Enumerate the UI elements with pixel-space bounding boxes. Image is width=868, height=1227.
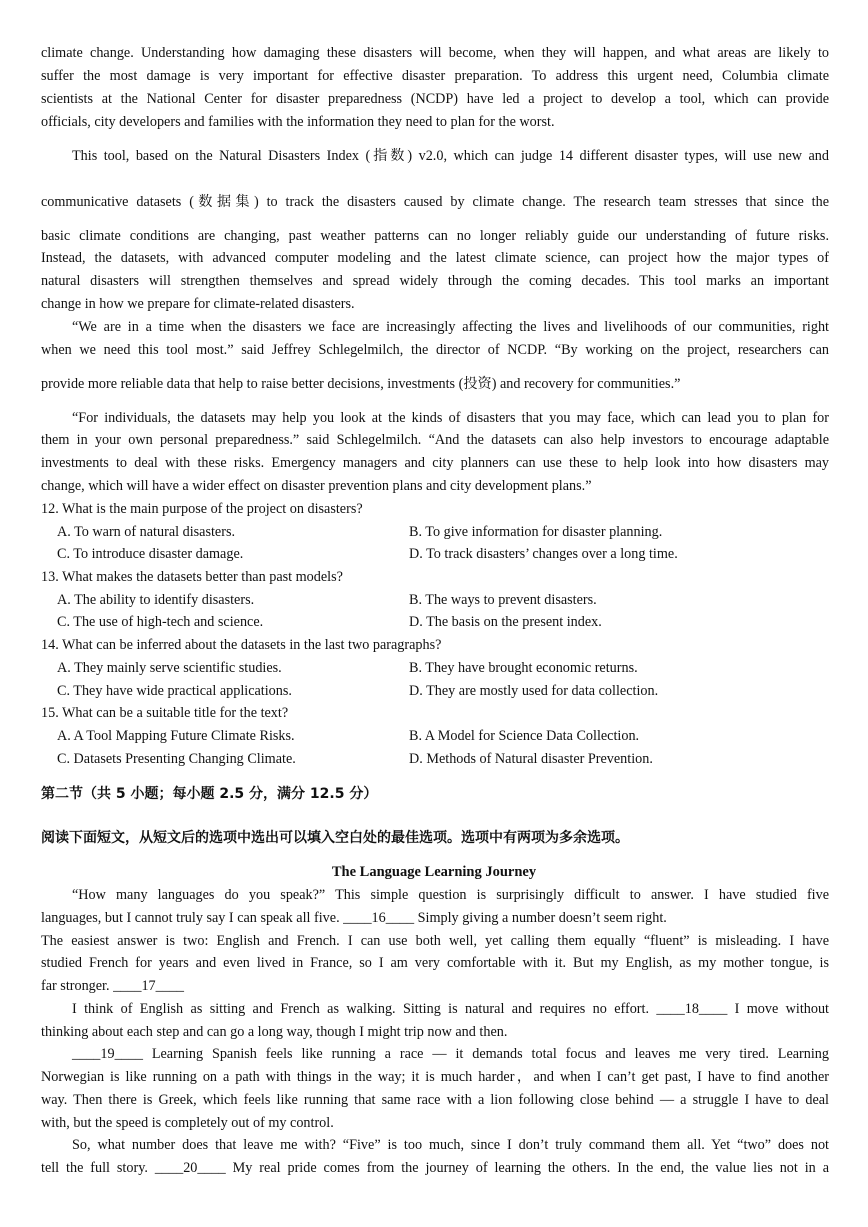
passage-line: basic climate conditions are changing, past weather patterns can no longer reliably guide our understanding of future risks. bbox=[41, 228, 829, 244]
passage-line: with, but the speed is completely out of my control. bbox=[41, 1115, 334, 1131]
option-c[interactable]: C. Datasets Presenting Changing Climate. bbox=[57, 751, 296, 767]
passage-line: “For individuals, the datasets may help you look at the kinds of disasters that you may face, which can lead you to plan for bbox=[72, 410, 829, 426]
option-b[interactable]: B. A Model for Science Data Collection. bbox=[409, 728, 640, 744]
option-d[interactable]: D. They are mostly used for data collection. bbox=[409, 683, 659, 699]
passage-line: communicative datasets (数据集) to track the disasters caused by climate change. The research team stresses that since the bbox=[41, 194, 829, 210]
option-b[interactable]: B. To give information for disaster planning. bbox=[409, 524, 663, 540]
passage-line: them in your own personal preparedness.” said Schlegelmilch. “And the datasets can also help investors to encourage adaptable bbox=[41, 432, 829, 448]
question-stem: 13. What makes the datasets better than past models? bbox=[41, 569, 343, 585]
section-instruction: 阅读下面短文，从短文后的选项中选出可以填入空白处的最佳选项。选项中有两项为多余选项。 bbox=[41, 830, 629, 846]
passage-line: studied French for years and even lived in France, so I am very comfortable with it. But my English, as my mother tongue, is bbox=[41, 955, 829, 971]
passage-line: thinking about each step and can go a long way, though I might trip now and then. bbox=[41, 1024, 508, 1040]
passage-line: provide more reliable data that help to raise better decisions, investments (投资) and recovery for communities.” bbox=[41, 376, 681, 392]
passage-line: I think of English as sitting and French as walking. Sitting is natural and requires no effort. ____18____ I move without bbox=[72, 1001, 829, 1017]
question-stem: 12. What is the main purpose of the project on disasters? bbox=[41, 501, 363, 517]
passage-line: suffer the most damage is very important for effective disaster preparation. To address this urgent need, Columbia climate bbox=[41, 68, 829, 84]
passage-line: Norwegian is like running on a path with things in the way; it is much harder，and when I can’t get past, I have to find another bbox=[41, 1069, 829, 1085]
section-heading: 第二节（共 5 小题；每小题 2.5 分，满分 12.5 分） bbox=[41, 786, 378, 802]
option-b[interactable]: B. The ways to prevent disasters. bbox=[409, 592, 597, 608]
option-a[interactable]: A. A Tool Mapping Future Climate Risks. bbox=[57, 728, 295, 744]
passage-title: The Language Learning Journey bbox=[331, 864, 537, 880]
option-a[interactable]: A. They mainly serve scientific studies. bbox=[57, 660, 282, 676]
question-stem: 14. What can be inferred about the datasets in the last two paragraphs? bbox=[41, 637, 442, 653]
passage-line: natural disasters will strengthen themselves and spread widely through the coming decades. This tool marks an important bbox=[41, 273, 829, 289]
passage-line: Instead, the datasets, with advanced computer modeling and the latest climate science, can project how the major types of bbox=[41, 250, 829, 266]
passage-line: ____19____ Learning Spanish feels like running a race — it demands total focus and leaves me very tired. Learning bbox=[72, 1046, 829, 1062]
option-a[interactable]: A. The ability to identify disasters. bbox=[57, 592, 255, 608]
passage-line: climate change. Understanding how damaging these disasters will become, when they will happen, and what areas are likely to bbox=[41, 45, 829, 61]
option-d[interactable]: D. To track disasters’ changes over a long time. bbox=[409, 546, 678, 562]
option-c[interactable]: C. To introduce disaster damage. bbox=[57, 546, 244, 562]
passage-line: “We are in a time when the disasters we face are increasingly affecting the lives and livelihoods of our communities, right bbox=[72, 319, 829, 335]
passage-line: way. Then there is Greek, which feels like running that same race with a lion following close behind — a struggle I have to deal bbox=[41, 1092, 829, 1108]
passage-line: So, what number does that leave me with? “Five” is too much, since I don’t truly command them all. Yet “two” does not bbox=[72, 1137, 829, 1153]
passage-line: tell the full story. ____20____ My real pride comes from the journey of learning the others. In the end, the value lies not in a bbox=[41, 1160, 829, 1176]
option-d[interactable]: D. The basis on the present index. bbox=[409, 614, 602, 630]
option-c[interactable]: C. The use of high-tech and science. bbox=[57, 614, 264, 630]
passage-line: This tool, based on the Natural Disasters Index (指数) v2.0, which can judge 14 different disaster types, will use new and bbox=[72, 148, 829, 164]
passage-line: far stronger. ____17____ bbox=[41, 978, 185, 994]
passage-line: change, which will have a wider effect on disaster prevention plans and city development plans.” bbox=[41, 478, 592, 494]
passage-line: change in how we prepare for climate-related disasters. bbox=[41, 296, 355, 312]
passage-line: “How many languages do you speak?” This simple question is surprisingly difficult to answer. I have studied five bbox=[72, 887, 829, 903]
passage-line: scientists at the National Center for disaster preparedness (NCDP) have led a project to develop a tool, which can provide bbox=[41, 91, 829, 107]
option-d[interactable]: D. Methods of Natural disaster Prevention. bbox=[409, 751, 653, 767]
option-c[interactable]: C. They have wide practical applications. bbox=[57, 683, 292, 699]
passage-line: languages, but I cannot truly say I can speak all five. ____16____ Simply giving a number doesn’t seem right. bbox=[41, 910, 667, 926]
option-b[interactable]: B. They have brought economic returns. bbox=[409, 660, 638, 676]
passage-line: officials, city developers and families with the information they need to plan for the worst. bbox=[41, 114, 555, 130]
passage-line: when we need this tool most.” said Jeffrey Schlegelmilch, the director of NCDP. “By working on the project, researchers can bbox=[41, 342, 829, 358]
question-stem: 15. What can be a suitable title for the text? bbox=[41, 705, 289, 721]
option-a[interactable]: A. To warn of natural disasters. bbox=[57, 524, 236, 540]
passage-line: The easiest answer is two: English and French. I can use both well, yet calling them equally “fluent” is misleading. I have bbox=[41, 933, 829, 949]
passage-line: investments to deal with these risks. Emergency managers and city planners can use these to help look into how disasters may bbox=[41, 455, 829, 471]
